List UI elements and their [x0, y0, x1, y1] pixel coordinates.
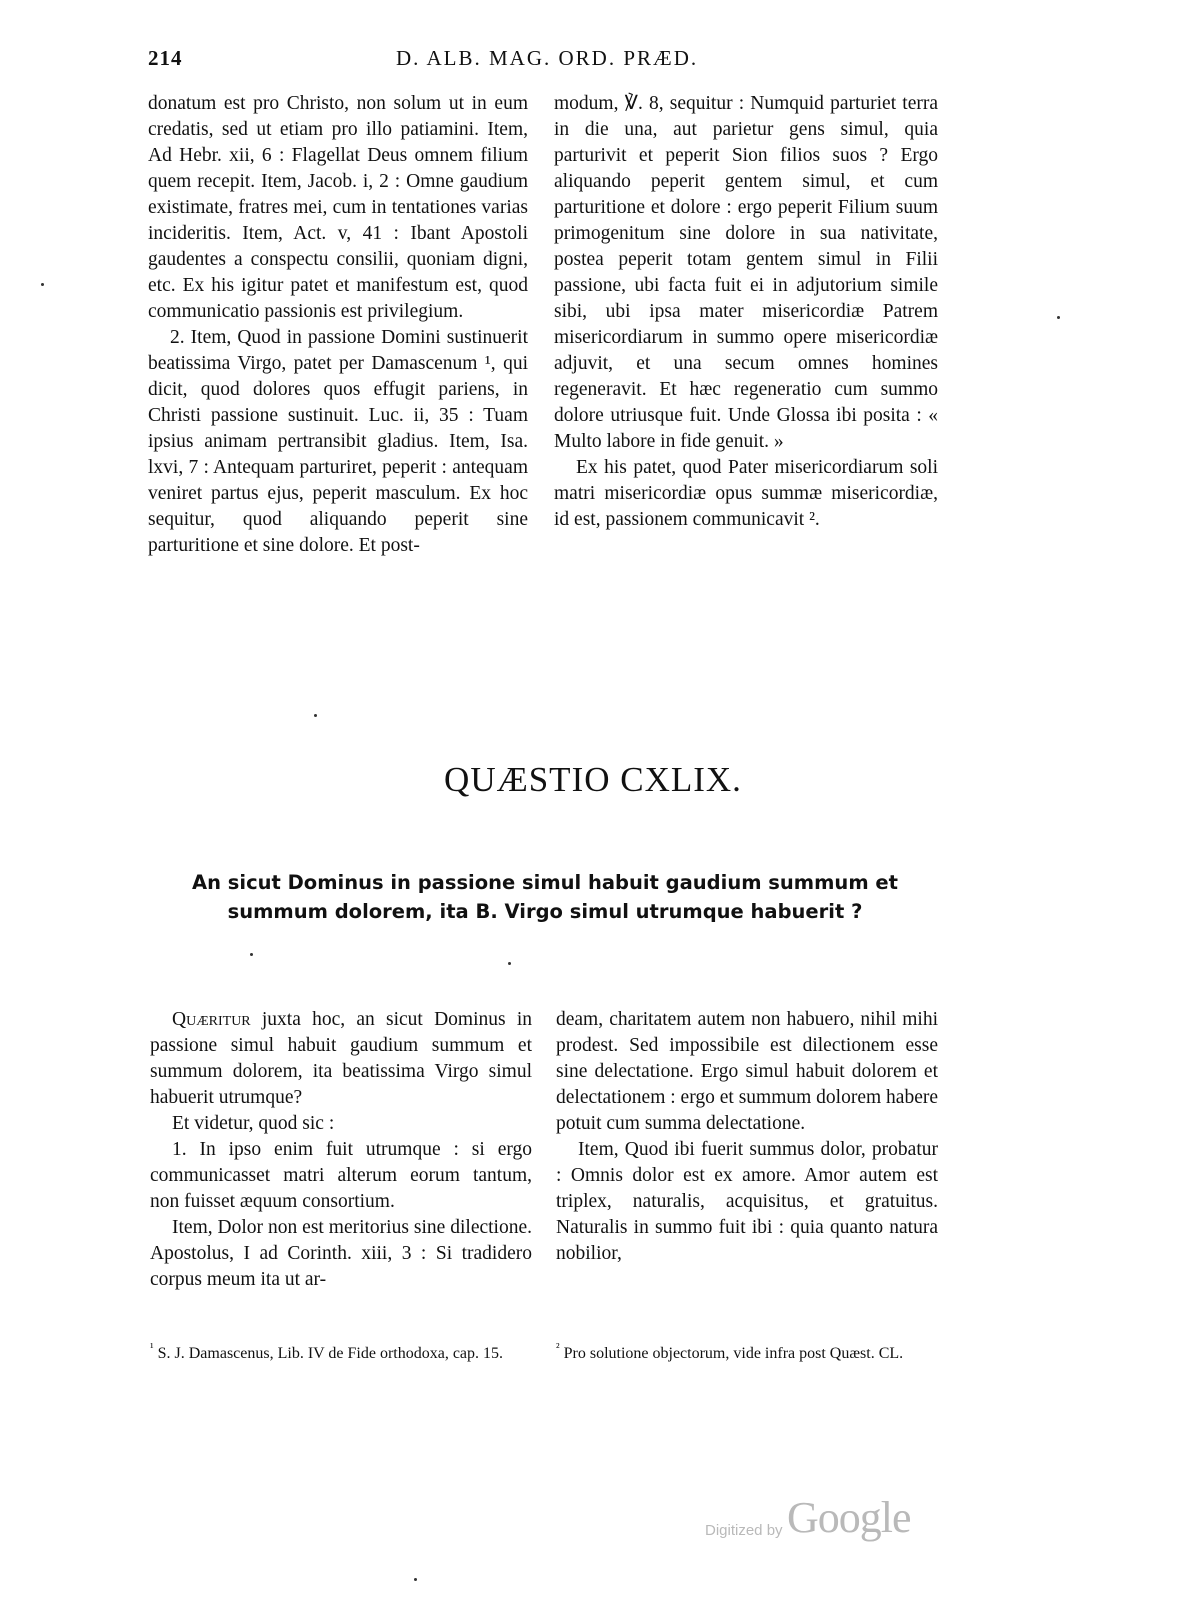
quaestio-title: QUÆSTIO CXLIX.: [444, 760, 742, 799]
footnote-left: [150, 1342, 532, 1366]
footnote-right: [556, 1342, 940, 1366]
scan-speck: [250, 953, 253, 956]
paragraph: modum, ℣. 8, sequitur : Numquid parturiet terra in die una, aut parietur gens simul, quia parturivit et peperit Sion filios suos ? Ergo aliquando peperit gentem simul, et cum parturitione et dolore : ergo peperit Filium suum primogenitum sine dolore in sua nativitate, postea peperit totam gentem simul in Filii passione, ubi facta fuit ei in adjutorium simile sibi, ubi ipsa mater misericordiæ Patrem misericordiarum in summo opere misericordiæ adjuvit, et una secum omnes homines regeneravit. Et hæc regeneratio cum summo dolore utriusque fuit. Unde Glossa ibi posita : « Multo labore in fide genuit. »: [554, 93, 938, 452]
watermark-prefix: Digitized by: [705, 1522, 783, 1539]
scan-speck: [314, 714, 317, 717]
scan-speck: [41, 283, 44, 286]
scan-speck: [414, 1578, 417, 1581]
page-number: 214: [148, 46, 183, 70]
paragraph: Ex his patet, quod Pater misericordiarum soli matri misericordiæ opus summæ misericordiæ, id est, passionem communicavit ².: [554, 457, 938, 530]
bottom-right-column: [556, 1007, 938, 1267]
scan-speck: [1057, 316, 1060, 319]
question-line: An sicut Dominus in passione simul habuit gaudium summum et: [192, 871, 898, 894]
google-logo: Google: [787, 1493, 911, 1542]
footnote-text: S. J. Damascenus, Lib. IV de Fide orthodoxa, cap. 15.: [157, 1345, 504, 1362]
footnote-text: Pro solutione objectorum, vide infra post Quæst. CL.: [563, 1345, 904, 1362]
question-line: summum dolorem, ita B. Virgo simul utrumque habuerit ?: [227, 900, 863, 923]
footnote-marker: ¹: [150, 1340, 154, 1355]
paragraph: Item, Quod ibi fuerit summus dolor, probatur : Omnis dolor est ex amore. Amor autem est triplex, naturalis, acquisitus, et gratuitus. Naturalis in summo fuit ibi : quia quanto natura nobilior,: [556, 1139, 938, 1264]
paragraph: [150, 1007, 532, 1111]
paragraph: 1. In ipso enim fuit utrumque : si ergo communicasset matri alterum eorum tantum, non fuisset æquum consortium.: [150, 1139, 532, 1212]
paragraph: Et videtur, quod sic :: [172, 1113, 335, 1134]
quaestio-question: [150, 868, 940, 926]
running-head: [148, 46, 940, 76]
running-title: D. ALB. MAG. ORD. PRÆD.: [396, 46, 699, 70]
paragraph: Item, Dolor non est meritorius sine dilectione. Apostolus, I ad Corinth. xiii, 3 : Si tradidero corpus meum ita ut ar-: [150, 1217, 532, 1290]
top-right-column: [554, 91, 938, 533]
bottom-left-column: [150, 1007, 532, 1293]
digitized-by-watermark: [705, 1492, 911, 1542]
paragraph: donatum est pro Christo, non solum ut in eum credatis, sed ut etiam pro illo patiamini. Item, Ad Hebr. xii, 6 : Flagellat Deus omnem filium quem recepit. Item, Jacob. i, 2 : Omne gaudium existimate, fratres mei, cum in tentationes varias incideritis. Item, Act. v, 41 : Ibant Apostoli gaudentes a conspectu consilii, quoniam digni, etc. Ex his igitur patet et manifestum est, quod communicatio passionis est privilegium.: [148, 93, 528, 322]
paragraph: deam, charitatem autem non habuero, nihil mihi prodest. Sed impossibile est dilectionem esse sine delectatione. Ergo simul habuit dolorem et delectationem : ergo et summum dolorem habere potuit cum summa delectatione.: [556, 1009, 938, 1134]
footnote-marker: ²: [556, 1340, 560, 1355]
scan-speck: [508, 962, 511, 965]
paragraph-text: juxta hoc, an sicut Dominus in passione simul habuit gaudium summum et summum dolorem, ita beatissima Virgo simul habuerit utrumque?: [150, 1009, 532, 1108]
paragraph: 2. Item, Quod in passione Domini sustinuerit beatissima Virgo, patet per Damascenum ¹, qui dicit, quod dolores quos effugit pariens, in Christi passione sustinuit. Luc. ii, 35 : Tuam ipsius animam pertransibit gladius. Item, Isa. lxvi, 7 : Antequam parturiret, peperit : antequam veniret partus ejus, peperit masculum. Ex hoc sequitur, quod aliquando peperit sine parturitione et sine dolore. Et post-: [148, 327, 528, 556]
lead-word: Quæritur: [172, 1009, 251, 1030]
top-left-column: [148, 91, 528, 559]
